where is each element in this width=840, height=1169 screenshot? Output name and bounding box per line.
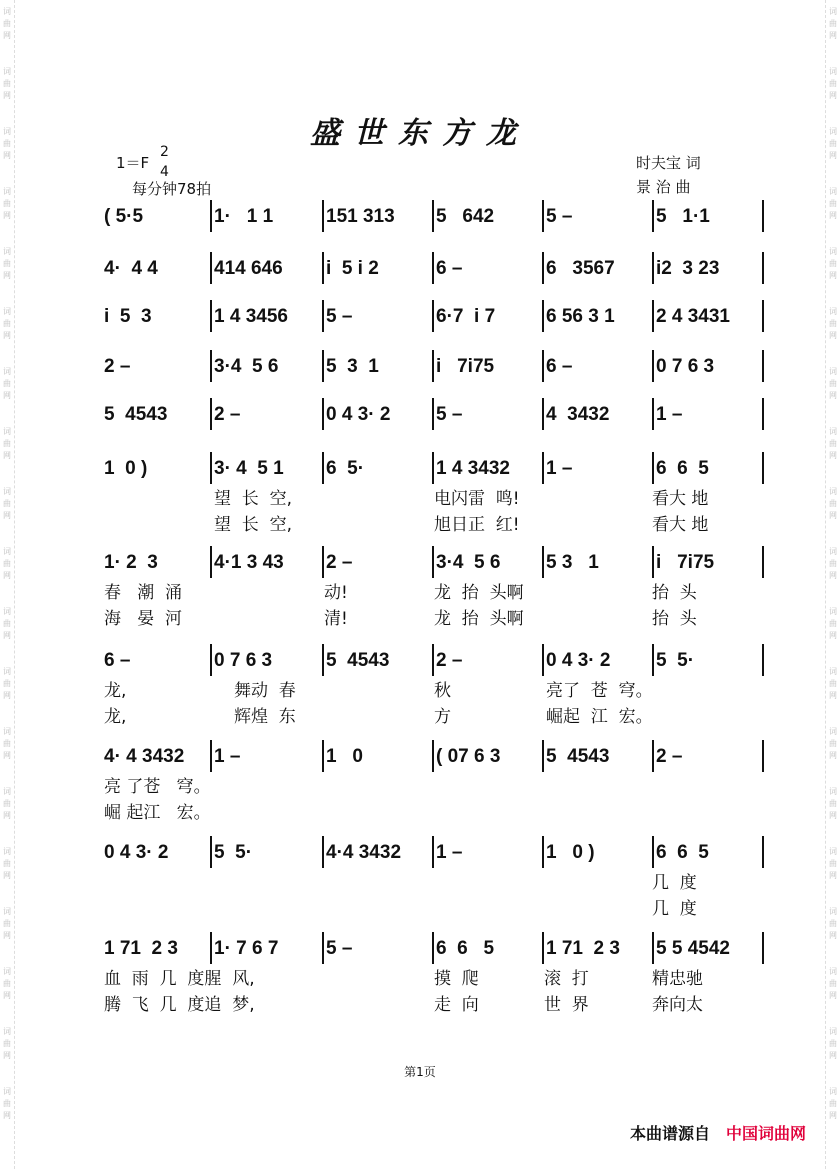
lyric-line: 血 雨 几 度腥 风, xyxy=(104,969,255,989)
border-watermark-text: 词曲网 xyxy=(829,787,837,820)
bar-line xyxy=(762,932,764,964)
measure-notes: 2 – xyxy=(104,356,131,377)
measure-notes: 5 5· xyxy=(656,650,695,671)
lyric-line: 电闪雷 鸣! xyxy=(434,489,520,509)
measure-notes: 1 – xyxy=(214,746,241,767)
border-watermark-text: 词曲网 xyxy=(829,907,837,940)
lyric-line: 抬 头 xyxy=(652,583,697,603)
bar-line xyxy=(432,452,434,484)
lyric-line: 摸 爬 xyxy=(434,969,479,989)
measure-notes: 5 5· xyxy=(214,842,253,863)
bar-line xyxy=(432,546,434,578)
border-watermark-text: 词曲网 xyxy=(829,367,837,400)
measure-notes: 1 – xyxy=(656,404,683,425)
lyric-line: 亮 了苍 穹。 xyxy=(104,777,211,797)
bar-line xyxy=(652,200,654,232)
bar-line xyxy=(762,740,764,772)
lyric-line: 龙 抬 头啊 xyxy=(434,609,524,629)
lyric-line: 看大 地 xyxy=(652,515,709,535)
measure-notes: 414 646 xyxy=(214,258,283,279)
measure-notes: 0 4 3· 2 xyxy=(104,842,169,863)
measure-notes: 1 4 3456 xyxy=(214,306,288,327)
measure-notes: 1· 2 3 xyxy=(104,552,158,573)
measure-notes: 5 1·1 xyxy=(656,206,710,227)
measure-notes: 5 4543 xyxy=(104,404,168,425)
measure-notes: 1 0 ) xyxy=(546,842,595,863)
measure-notes: 1 71 2 3 xyxy=(104,938,178,959)
bar-line xyxy=(542,350,544,382)
bar-line xyxy=(322,300,324,332)
bar-line xyxy=(432,644,434,676)
time-signature-bottom: 4 xyxy=(160,164,169,180)
border-watermark-text: 词曲网 xyxy=(829,187,837,220)
measure-notes: 6 – xyxy=(546,356,573,377)
bar-line xyxy=(652,350,654,382)
bar-line xyxy=(432,740,434,772)
border-watermark-text: 词曲网 xyxy=(829,1027,837,1060)
bar-line xyxy=(210,452,212,484)
border-watermark-text: 词曲网 xyxy=(3,667,11,700)
lyric-line: 海 晏 河 xyxy=(104,609,183,629)
measure-notes: 5 3 1 xyxy=(326,356,379,377)
border-watermark-text: 词曲网 xyxy=(3,787,11,820)
border-watermark-text: 词曲网 xyxy=(3,547,11,580)
bar-line xyxy=(210,350,212,382)
lyric-line: 崛起 江 宏。 xyxy=(546,707,653,727)
bar-line xyxy=(210,644,212,676)
bar-line xyxy=(542,740,544,772)
lyric-line: 龙 抬 头啊 xyxy=(434,583,524,603)
lyric-line: 清! xyxy=(324,609,348,629)
bar-line xyxy=(322,644,324,676)
bar-line xyxy=(652,300,654,332)
measure-notes: 5 – xyxy=(436,404,463,425)
bar-line xyxy=(432,252,434,284)
border-watermark-text: 词曲网 xyxy=(829,1087,837,1120)
measure-notes: i2 3 23 xyxy=(656,258,720,279)
lyric-line: 看大 地 xyxy=(652,489,709,509)
bar-line xyxy=(322,546,324,578)
bar-line xyxy=(542,932,544,964)
lyric-line: 秋 xyxy=(434,681,451,701)
measure-notes: 1 4 3432 xyxy=(436,458,510,479)
lyric-line: 动! xyxy=(324,583,348,603)
bar-line xyxy=(210,300,212,332)
border-watermark-text: 词曲网 xyxy=(3,427,11,460)
measure-notes: 1 71 2 3 xyxy=(546,938,620,959)
measure-notes: ( 5·5 xyxy=(104,206,144,227)
bar-line xyxy=(210,836,212,868)
measure-notes: 0 7 6 3 xyxy=(214,650,273,671)
measure-notes: 6 – xyxy=(436,258,463,279)
measure-notes: 2 – xyxy=(326,552,353,573)
bar-line xyxy=(762,644,764,676)
bar-line xyxy=(762,252,764,284)
bar-line xyxy=(432,350,434,382)
score-row xyxy=(104,650,764,727)
bar-line xyxy=(322,932,324,964)
source-attribution xyxy=(630,1121,806,1144)
measure-notes: 6 6 5 xyxy=(656,458,709,479)
border-watermark-text: 词曲网 xyxy=(829,67,837,100)
measure-notes: 5 4543 xyxy=(326,650,390,671)
bar-line xyxy=(210,932,212,964)
border-watermark-text: 词曲网 xyxy=(829,547,837,580)
border-watermark-text: 词曲网 xyxy=(3,7,11,40)
bar-line xyxy=(542,200,544,232)
bar-line xyxy=(542,300,544,332)
border-watermark-text: 词曲网 xyxy=(829,967,837,1000)
border-watermark-text: 词曲网 xyxy=(3,247,11,280)
measure-notes: 1 0 ) xyxy=(104,458,148,479)
bar-line xyxy=(542,452,544,484)
measure-notes: 3·4 5 6 xyxy=(214,356,279,377)
lyric-line: 抬 头 xyxy=(652,609,697,629)
bar-line xyxy=(322,836,324,868)
bar-line xyxy=(652,932,654,964)
measure-notes: 4 3432 xyxy=(546,404,610,425)
lyric-line: 龙, xyxy=(104,707,127,727)
bar-line xyxy=(762,350,764,382)
measure-notes: 6 3567 xyxy=(546,258,615,279)
score-row xyxy=(104,356,764,396)
measure-notes: 3· 4 5 1 xyxy=(214,458,284,479)
bar-line xyxy=(652,740,654,772)
bar-line xyxy=(322,398,324,430)
lyric-line: 望 长 空, xyxy=(214,515,293,535)
source-brand-link[interactable]: 中国词曲网 xyxy=(725,1124,806,1143)
score-row xyxy=(104,842,764,919)
border-watermark-text: 词曲网 xyxy=(3,367,11,400)
key-signature: 1＝F xyxy=(116,154,150,172)
border-watermark-text: 词曲网 xyxy=(3,1027,11,1060)
border-watermark-text: 词曲网 xyxy=(829,7,837,40)
measure-notes: 5 642 xyxy=(436,206,495,227)
measure-notes: 1 0 xyxy=(326,746,363,767)
tempo-marking: 每分钟78拍 xyxy=(132,180,212,198)
time-signature-top: 2 xyxy=(160,144,169,160)
score-row xyxy=(104,306,764,346)
border-watermark-text: 词曲网 xyxy=(3,607,11,640)
measure-notes: i 5 3 xyxy=(104,306,152,327)
border-watermark-text: 词曲网 xyxy=(829,727,837,760)
border-watermark-text: 词曲网 xyxy=(829,427,837,460)
border-watermark-text: 词曲网 xyxy=(3,67,11,100)
bar-line xyxy=(210,200,212,232)
measure-notes: 2 – xyxy=(214,404,241,425)
source-label: 本曲谱源自 xyxy=(629,1124,710,1143)
bar-line xyxy=(652,252,654,284)
measure-notes: 4·4 3432 xyxy=(326,842,402,863)
bar-line xyxy=(322,252,324,284)
page-number: 第1页 xyxy=(404,1065,436,1079)
lyricist-credit: 时夫宝 词 xyxy=(636,154,701,172)
bar-line xyxy=(210,740,212,772)
bar-line xyxy=(762,200,764,232)
border-watermark-text: 词曲网 xyxy=(829,247,837,280)
measure-notes: 2 – xyxy=(436,650,463,671)
bar-line xyxy=(322,452,324,484)
bar-line xyxy=(432,932,434,964)
bar-line xyxy=(542,252,544,284)
bar-line xyxy=(762,398,764,430)
lyric-line: 亮了 苍 穹。 xyxy=(546,681,653,701)
measure-notes: 5 – xyxy=(326,938,353,959)
lyric-line: 春 潮 涌 xyxy=(104,583,183,603)
bar-line xyxy=(432,398,434,430)
bar-line xyxy=(210,546,212,578)
lyric-line: 世 界 xyxy=(544,995,589,1015)
measure-notes: 0 4 3· 2 xyxy=(546,650,611,671)
bar-line xyxy=(762,836,764,868)
bar-line xyxy=(762,300,764,332)
measure-notes: 6 5· xyxy=(326,458,365,479)
border-watermark-text: 词曲网 xyxy=(829,487,837,520)
bar-line xyxy=(432,200,434,232)
lyric-line: 崛 起江 宏。 xyxy=(104,803,211,823)
border-watermark-text: 词曲网 xyxy=(3,967,11,1000)
measure-notes: 5 4543 xyxy=(546,746,610,767)
lyric-line: 几 度 xyxy=(652,899,697,919)
left-border-watermark xyxy=(0,0,15,1169)
bar-line xyxy=(322,740,324,772)
song-title: 盛世东方龙 xyxy=(310,116,530,151)
border-watermark-text: 词曲网 xyxy=(829,127,837,160)
measure-notes: 5 3 1 xyxy=(546,552,599,573)
score-row xyxy=(104,938,764,1015)
lyric-line: 龙, xyxy=(104,681,127,701)
measure-notes: 1 – xyxy=(546,458,573,479)
composer-credit: 景 治 曲 xyxy=(636,178,691,196)
border-watermark-text: 词曲网 xyxy=(3,127,11,160)
bar-line xyxy=(652,398,654,430)
measure-notes: 2 – xyxy=(656,746,683,767)
border-watermark-text: 词曲网 xyxy=(3,907,11,940)
border-watermark-text: 词曲网 xyxy=(829,607,837,640)
lyric-line: 望 长 空, xyxy=(214,489,293,509)
measure-notes: 6 6 5 xyxy=(436,938,495,959)
measure-notes: ( 07 6 3 xyxy=(436,746,501,767)
border-watermark-text: 词曲网 xyxy=(829,307,837,340)
measure-notes: 4·1 3 43 xyxy=(214,552,284,573)
bar-line xyxy=(652,546,654,578)
bar-line xyxy=(762,546,764,578)
measure-notes: 6 – xyxy=(104,650,131,671)
score-row xyxy=(104,746,764,823)
measure-notes: 5 – xyxy=(546,206,573,227)
score-row xyxy=(104,458,764,535)
lyric-line: 走 向 xyxy=(434,995,479,1015)
bar-line xyxy=(652,644,654,676)
score-row xyxy=(104,258,764,298)
bar-line xyxy=(432,300,434,332)
lyric-line: 舞动 春 xyxy=(234,681,296,701)
lyric-line: 腾 飞 几 度追 梦, xyxy=(104,995,255,1015)
measure-notes: 1 – xyxy=(436,842,463,863)
score-row xyxy=(104,552,764,629)
bar-line xyxy=(652,452,654,484)
measure-notes: 3·4 5 6 xyxy=(436,552,501,573)
lyric-line: 滚 打 xyxy=(544,969,589,989)
lyric-line: 几 度 xyxy=(652,873,697,893)
measure-notes: i 5 i 2 xyxy=(326,258,379,279)
bar-line xyxy=(542,644,544,676)
lyric-line: 方 xyxy=(434,707,451,727)
bar-line xyxy=(210,252,212,284)
bar-line xyxy=(542,546,544,578)
border-watermark-text: 词曲网 xyxy=(3,1087,11,1120)
border-watermark-text: 词曲网 xyxy=(3,727,11,760)
border-watermark-text: 词曲网 xyxy=(829,847,837,880)
measure-notes: 0 7 6 3 xyxy=(656,356,715,377)
bar-line xyxy=(322,350,324,382)
bar-line xyxy=(762,452,764,484)
bar-line xyxy=(652,836,654,868)
bar-line xyxy=(432,836,434,868)
lyric-line: 辉煌 东 xyxy=(234,707,296,727)
measure-notes: 1· 1 1 xyxy=(214,206,274,227)
border-watermark-text: 词曲网 xyxy=(3,847,11,880)
measure-notes: 6 56 3 1 xyxy=(546,306,615,327)
measure-notes: 4· 4 3432 xyxy=(104,746,185,767)
measure-notes: 151 313 xyxy=(326,206,395,227)
measure-notes: i 7i75 xyxy=(656,552,715,573)
measure-notes: 4· 4 4 xyxy=(104,258,158,279)
border-watermark-text: 词曲网 xyxy=(3,187,11,220)
measure-notes: i 7i75 xyxy=(436,356,495,377)
measure-notes: 5 5 4542 xyxy=(656,938,730,959)
bar-line xyxy=(322,200,324,232)
bar-line xyxy=(542,836,544,868)
right-border-watermark xyxy=(825,0,840,1169)
border-watermark-text: 词曲网 xyxy=(3,307,11,340)
lyric-line: 旭日正 红! xyxy=(434,515,520,535)
measure-notes: 6·7 i 7 xyxy=(436,306,496,327)
border-watermark-text: 词曲网 xyxy=(829,667,837,700)
measure-notes: 0 4 3· 2 xyxy=(326,404,391,425)
lyric-line: 奔向太 xyxy=(652,995,703,1015)
measure-notes: 1· 7 6 7 xyxy=(214,938,279,959)
bar-line xyxy=(542,398,544,430)
bar-line xyxy=(210,398,212,430)
measure-notes: 2 4 3431 xyxy=(656,306,730,327)
measure-notes: 6 6 5 xyxy=(656,842,709,863)
border-watermark-text: 词曲网 xyxy=(3,487,11,520)
measure-notes: 5 – xyxy=(326,306,353,327)
score-row xyxy=(104,404,764,444)
lyric-line: 精忠驰 xyxy=(652,969,703,989)
score-row xyxy=(104,206,764,246)
